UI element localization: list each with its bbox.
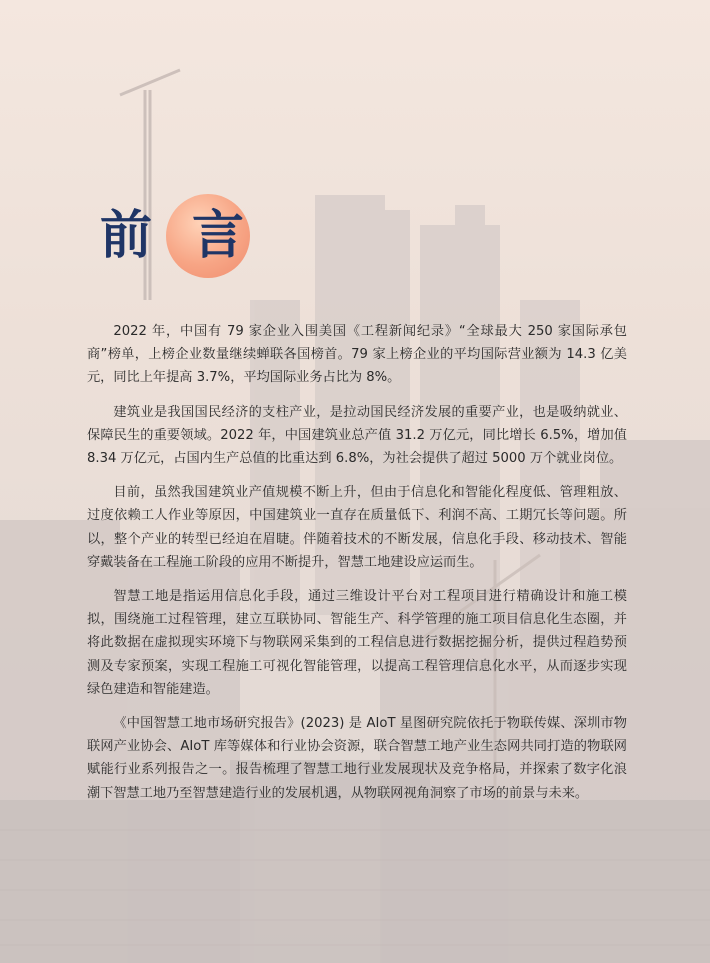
page-title — [96, 194, 276, 278]
paragraph-5: 《中国智慧工地市场研究报告》(2023) 是 AIoT 星图研究院依托于物联传媒、深圳市物联网产业协会、AIoT 库等媒体和行业协会资源，联合智慧工地产业生态网共同打造的物联网赋能行业系列报告之一。报告梳理了智慧工地行业发展现状及竞争格局，并探索了数字化浪潮下智慧工地乃至智慧建造行业的发展机遇，从物联网视角洞察了市场的前景与未来。 — [87, 716, 627, 801]
paragraph-2: 建筑业是我国国民经济的支柱产业，是拉动国民经济发展的重要产业，也是吸纳就业、保障民生的重要领域。2022 年，中国建筑业总产值 31.2 万亿元，同比增长 6.5%，增加值 8.34 万亿元，占国内生产总值的比重达到 6.8%，为社会提供了超过 5000 万个就业岗位。 — [87, 404, 627, 467]
paragraph-3: 目前，虽然我国建筑业产值规模不断上升，但由于信息化和智能化程度低、管理粗放、过度依赖工人作业等原因，中国建筑业一直存在质量低下、利润不高、工期冗长等问题。所以，整个产业的转型已经迫在眉睫。伴随着技术的不断发展，信息化手段、移动技术、智能穿戴装备在工程施工阶段的应用不断提升，智慧工地建设应运而生。 — [87, 485, 627, 570]
paragraph-1: 2022 年，中国有 79 家企业入围美国《工程新闻纪录》“全球最大 250 家国际承包商”榜单，上榜企业数量继续蝉联各国榜首。79 家上榜企业的平均国际营业额为 14.3 亿美元，同比上年提高 3.7%，平均国际业务占比为 8%。 — [87, 324, 627, 386]
title-char-2: 言 — [192, 205, 245, 266]
title-char-1: 前 — [100, 205, 153, 266]
preface-body — [87, 320, 627, 816]
paragraph-4: 智慧工地是指运用信息化手段，通过三维设计平台对工程项目进行精确设计和施工模拟，围绕施工过程管理，建立互联协同、智能生产、科学管理的施工项目信息化生态圈，并将此数据在虚拟现实环境下与物联网采集到的工程信息进行数据挖掘分析，提供过程趋势预测及专家预案，实现工程施工可视化智能管理，以提高工程管理信息化水平，从而逐步实现绿色建造和智能建造。 — [87, 589, 627, 697]
